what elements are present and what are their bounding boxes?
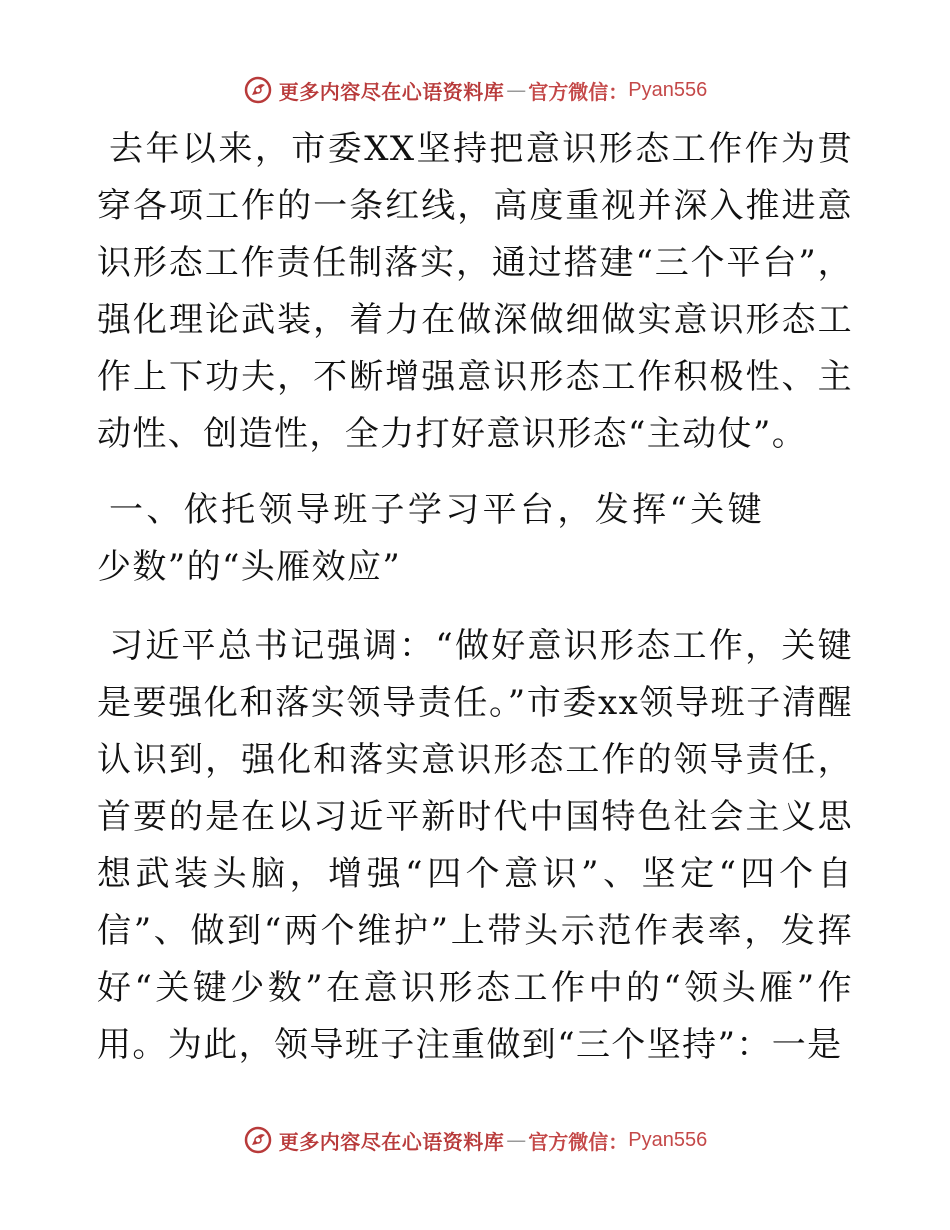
watermark-brand: 更多内容尽在心语资料库: [278, 1129, 505, 1154]
watermark-contact-label: 官方微信：: [528, 79, 629, 104]
watermark-separator: —: [506, 78, 527, 102]
paragraph-intro: 去年以来，市委XX坚持把意识形态工作作为贯穿各项工作的一条红线，高度重视并深入推进意识形态工作责任制落实，通过搭建“三个平台”，强化理论武装，着力在做深做细做实意识形态工作上下功夫，不断增强意识形态工作积极性、主动性、创造性，全力打好意识形态“主动仗”。: [97, 129, 853, 454]
watermark-contact-id: Pyan556: [628, 1128, 708, 1151]
brand-logo-icon: [243, 1125, 273, 1155]
watermark-contact-id: Pyan556: [628, 78, 708, 101]
footer-watermark: [0, 1120, 950, 1160]
watermark-separator: —: [506, 1128, 527, 1152]
section-heading-1: 一、依托领导班子学习平台，发挥“关键少数”的“头雁效应”: [97, 490, 763, 587]
brand-logo-icon: [243, 75, 273, 105]
document-body: [97, 121, 853, 1074]
paragraph-section-1: 习近平总书记强调：“做好意识形态工作，关键是要强化和落实领导责任。”市委xx领导班子清醒认识到，强化和落实意识形态工作的领导责任，首要的是在以习近平新时代中国特色社会主义思想武装头脑，增强“四个意识”、坚定“四个自信”、做到“两个维护”上带头示范作表率，发挥好“关键少数”在意识形态工作中的“领头雁”作用。为此，领导班子注重做到“三个坚持”：一是: [97, 626, 853, 1065]
watermark-contact-label: 官方微信：: [528, 1129, 629, 1154]
header-watermark: [0, 70, 950, 110]
watermark-brand: 更多内容尽在心语资料库: [278, 79, 505, 104]
